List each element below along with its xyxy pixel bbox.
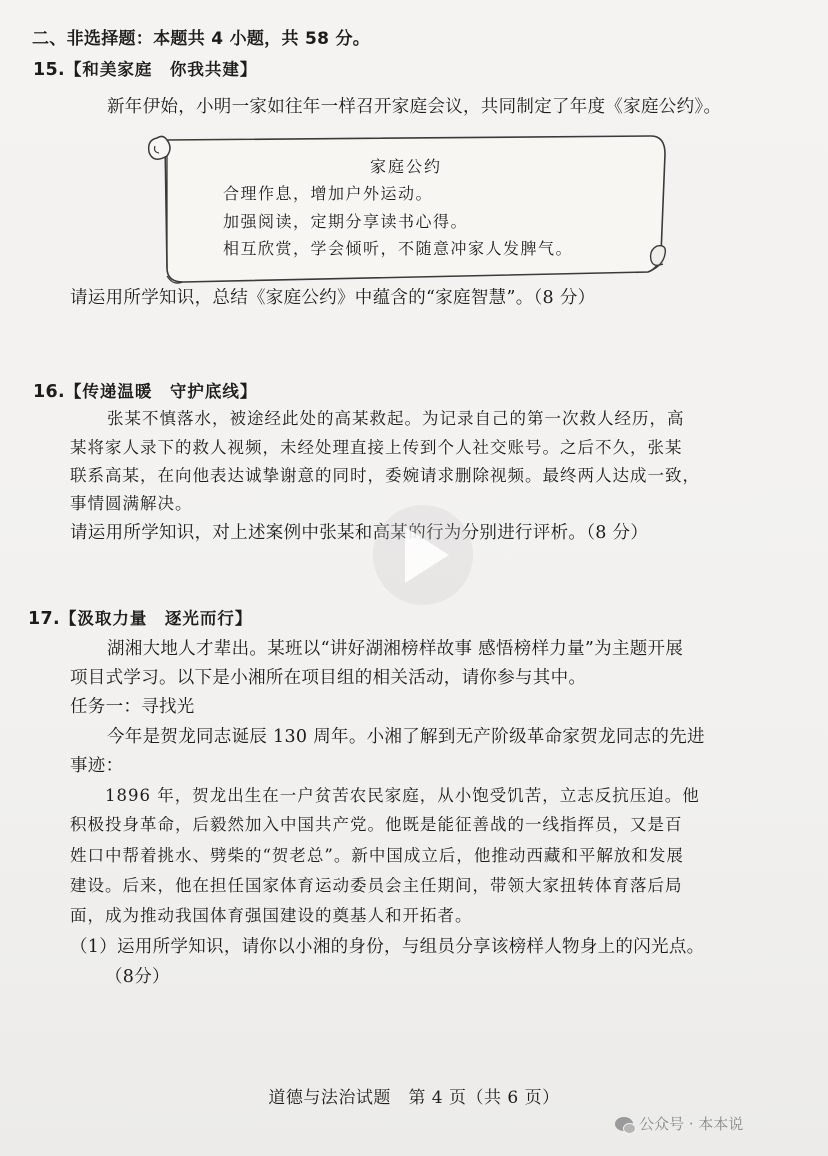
q16-case-line-2: 某将家人录下的救人视频，未经处理直接上传到个人社交账号。之后不久，张某: [70, 438, 683, 457]
q17-story-line-1: 1896 年，贺龙出生在一户贫苦农民家庭，从小饱受饥苦，立志反抗压迫。他: [105, 786, 700, 805]
q17-sub1: （1）运用所学知识，请你以小湘的身份，与组员分享该榜样人物身上的闪光点。: [70, 937, 705, 957]
q16-prompt: 请运用所学知识，对上述案例中张某和高某的行为分别进行评析。（8 分）: [70, 523, 649, 543]
q16-case-line-4: 事情圆满解决。: [70, 494, 193, 513]
q16-case-line-3: 联系高某，在向他表达诚挚谢意的同时，委婉请求删除视频。最终两人达成一致，: [70, 466, 700, 485]
q17-number: 17.: [28, 609, 60, 629]
q16-case-line-1: 张某不慎落水，被途经此处的高某救起。为记录自己的第一次救人经历，高: [107, 409, 685, 428]
q17-story-line-4: 建设。后来，他在担任国家体育运动委员会主任期间，带领大家扭转体育落后局: [70, 876, 683, 895]
q17-story-line-5: 面，成为推动我国体育强国建设的奠基人和开拓者。: [70, 906, 473, 925]
pact-line-1: 合理作息，增加户外运动。: [223, 184, 434, 203]
scroll-title: 家庭公约: [370, 157, 443, 176]
q15-intro: 新年伊始，小明一家如往年一样召开家庭会议，共同制定了年度《家庭公约》。: [107, 97, 722, 117]
section-heading: 二、非选择题：本题共 4 小题，共 58 分。: [32, 29, 371, 49]
q17-topic: 【汲取力量 逐光而行】: [59, 609, 253, 628]
pact-line-3: 相互欣赏，学会倾听，不随意冲家人发脾气。: [223, 239, 574, 258]
pact-line-2: 加强阅读，定期分享读书心得。: [223, 212, 469, 231]
q15-prompt: 请运用所学知识，总结《家庭公约》中蕴含的“家庭智慧”。（8 分）: [70, 288, 596, 308]
page-footer: 道德与法治试题 第 4 页（共 6 页）: [268, 1088, 560, 1108]
wechat-icon: [615, 1117, 633, 1131]
q17-task-heading: 任务一：寻找光: [70, 697, 195, 717]
q17-story-line-3: 姓口中帮着挑水、劈柴的“贺老总”。新中国成立后，他推动西藏和平解放和发展: [70, 846, 684, 865]
family-pact-scroll: [143, 126, 673, 290]
q17-task-line-1: 今年是贺龙同志诞辰 130 周年。小湘了解到无产阶级革命家贺龙同志的先进: [107, 727, 705, 747]
q16-number: 16.: [33, 382, 65, 402]
q15-topic: 【和美家庭 你我共建】: [64, 60, 258, 79]
q17-story-line-2: 积极投身革命，后毅然加入中国共产党。他既是能征善战的一线指挥员，又是百: [70, 815, 683, 834]
q15-header: [33, 59, 257, 81]
q17-intro-line-2: 项目式学习。以下是小湘所在项目组的相关活动，请你参与其中。: [70, 668, 587, 688]
play-icon[interactable]: [373, 505, 473, 605]
q17-header: [28, 608, 252, 630]
watermark: [615, 1113, 743, 1134]
q15-number: 15.: [33, 60, 65, 80]
q17-sub1-score: （8分）: [105, 967, 170, 987]
watermark-text: 公众号 · 本本说: [639, 1115, 744, 1133]
q17-task-line-2: 事迹：: [70, 756, 124, 776]
scroll-illustration: [143, 126, 673, 290]
q16-header: [33, 381, 257, 403]
q17-intro-line-1: 湖湘大地人才辈出。某班以“讲好湖湘榜样故事 感悟榜样力量”为主题开展: [107, 639, 684, 659]
q16-topic: 【传递温暖 守护底线】: [64, 382, 258, 401]
